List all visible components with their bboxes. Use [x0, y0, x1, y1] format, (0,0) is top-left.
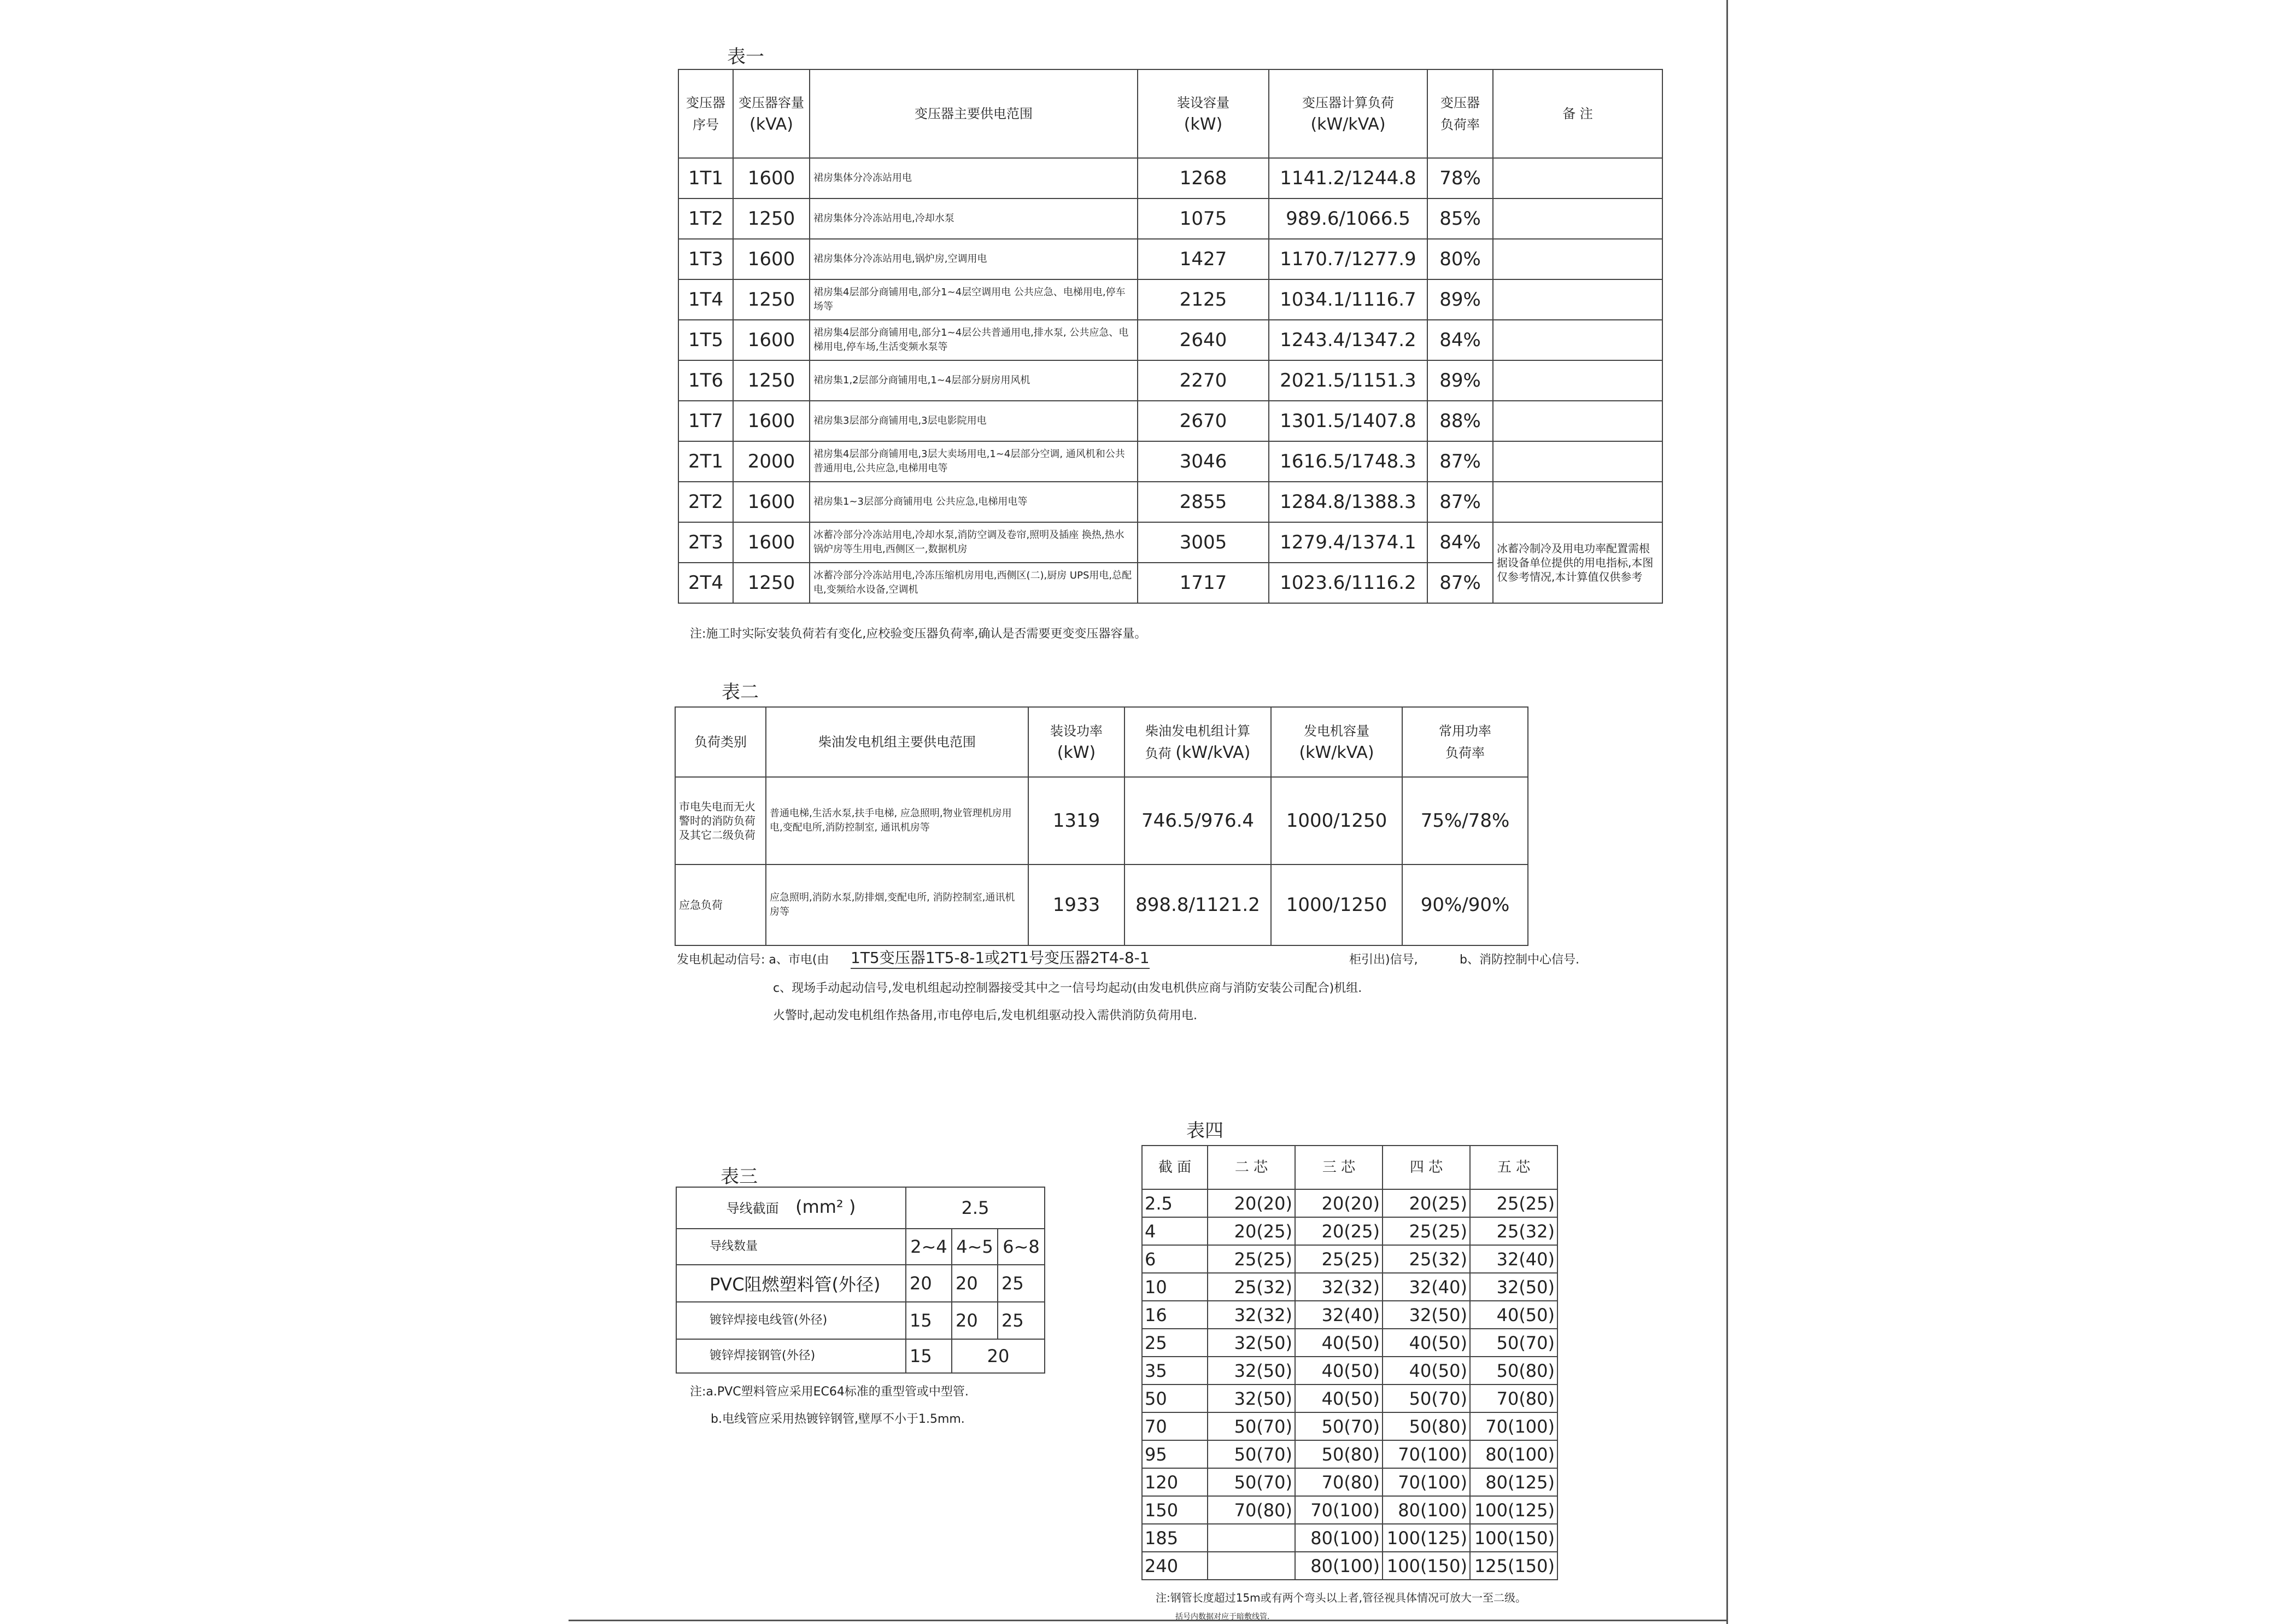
calculated-load: 2021.5/1151.3: [1269, 360, 1427, 401]
installed-capacity: 2270: [1138, 360, 1269, 401]
generator-load-table: [675, 706, 1528, 946]
conduit-size: 70(100): [1383, 1440, 1470, 1468]
table-row: [1142, 1189, 1557, 1217]
table3-caption: 表三: [721, 1166, 758, 1188]
conduit-size: 40(50): [1295, 1329, 1383, 1357]
cable-section: 240: [1142, 1552, 1208, 1580]
load-rate: 87%: [1427, 482, 1493, 522]
conduit-size: 32(40): [1295, 1301, 1383, 1329]
transformer-capacity: 1250: [733, 279, 810, 320]
conduit-size: 80(100): [1295, 1524, 1383, 1552]
conduit-size: 20: [952, 1265, 998, 1302]
generator-signal-note-line2: c、现场手动起动信号,发电机组起动控制器接受其中之一信号均起动(由发电机供应商与消防安装公司配合)机组.: [773, 982, 1362, 995]
load-rate: 78%: [1427, 158, 1493, 198]
wire-count-label: 导线数量: [676, 1229, 906, 1265]
cable-section: 25: [1142, 1329, 1208, 1357]
table4-caption: 表四: [1186, 1120, 1223, 1142]
wire-count: 6~8: [998, 1229, 1045, 1265]
cable-section: 120: [1142, 1468, 1208, 1496]
conduit-size: 25(32): [1470, 1217, 1557, 1245]
conduit-size: 50(80): [1470, 1357, 1557, 1385]
conduit-size: 32(50): [1383, 1301, 1470, 1329]
cable-section: 35: [1142, 1357, 1208, 1385]
transformer-scope: 裙房集体分冷冻站用电: [810, 158, 1138, 198]
table2-header-category: 负荷类别: [675, 707, 766, 777]
conduit-size: 40(50): [1383, 1357, 1470, 1385]
load-rate: 84%: [1427, 320, 1493, 360]
installed-capacity: 3005: [1138, 522, 1269, 563]
conduit-size: 25: [998, 1265, 1045, 1302]
conduit-size: 32(40): [1383, 1273, 1470, 1301]
transformer-capacity: 1600: [733, 522, 810, 563]
calculated-load: 1616.5/1748.3: [1269, 441, 1427, 482]
generator-scope: 普通电梯,生活水泵,扶手电梯, 应急照明,物业管理机房用电,变配电所,消防控制室, 通讯机房等: [766, 777, 1028, 864]
transformer-capacity: 1600: [733, 401, 810, 441]
transformer-capacity: 1600: [733, 239, 810, 279]
installed-capacity: 2125: [1138, 279, 1269, 320]
installed-capacity: 1075: [1138, 198, 1269, 239]
cable-section: 185: [1142, 1524, 1208, 1552]
conduit-size: 80(100): [1470, 1440, 1557, 1468]
table1-caption: 表一: [727, 46, 764, 68]
table-row: [678, 441, 1662, 482]
table-row: [678, 401, 1662, 441]
cable-conduit-table: [1141, 1145, 1558, 1580]
wire-count: 4~5: [952, 1229, 998, 1265]
transformer-id: 1T6: [678, 360, 733, 401]
table3-section-row: [676, 1187, 1045, 1229]
transformer-scope: 裙房集3层部分商铺用电,3层电影院用电: [810, 401, 1138, 441]
conduit-size: 25: [998, 1302, 1045, 1339]
transformer-id: 2T4: [678, 563, 733, 603]
load-rate: 88%: [1427, 401, 1493, 441]
transformer-scope: 裙房集体分冷冻站用电,锅炉房,空调用电: [810, 239, 1138, 279]
table3-note-a: 注:a.PVC塑料管应采用EC64标准的重型管或中型管.: [690, 1385, 969, 1399]
conduit-size: 32(32): [1208, 1301, 1295, 1329]
table-row: [1142, 1329, 1557, 1357]
conduit-size: 20(25): [1383, 1189, 1470, 1217]
conduit-size: 20(20): [1295, 1189, 1383, 1217]
transformer-capacity: 1250: [733, 563, 810, 603]
transformer-scope: 裙房集体分冷冻站用电,冷却水泵: [810, 198, 1138, 239]
sheet-border-bottom: [569, 1620, 1727, 1621]
conduit-size: 32(50): [1208, 1385, 1295, 1412]
conduit-size: 40(50): [1295, 1385, 1383, 1412]
installed-capacity: 1427: [1138, 239, 1269, 279]
cable-section: 4: [1142, 1217, 1208, 1245]
remark-cell: [1493, 198, 1662, 239]
table4-header-row: [1142, 1146, 1557, 1189]
conduit-size: 70(100): [1383, 1468, 1470, 1496]
load-category: 市电失电而无火警时的消防负荷及其它二级负荷: [675, 777, 766, 864]
cable-section: 2.5: [1142, 1189, 1208, 1217]
table1-header-installed: 装设容量 (kW): [1138, 69, 1269, 158]
remark-cell: [1493, 360, 1662, 401]
conduit-size: 100(150): [1383, 1552, 1470, 1580]
table-row: [1142, 1412, 1557, 1440]
transformer-id: 2T2: [678, 482, 733, 522]
calculated-load: 989.6/1066.5: [1269, 198, 1427, 239]
transformer-scope: 裙房集1~3层部分商铺用电 公共应急,电梯用电等: [810, 482, 1138, 522]
table-row: [678, 482, 1662, 522]
conduit-type: PVC阻燃塑料管(外径): [676, 1265, 906, 1302]
cable-section: 10: [1142, 1273, 1208, 1301]
table2-header-scope: 柴油发电机组主要供电范围: [766, 707, 1028, 777]
conduit-size: 50(70): [1208, 1412, 1295, 1440]
remark-cell: [1493, 401, 1662, 441]
transformer-capacity: 1250: [733, 198, 810, 239]
conduit-size: 40(50): [1295, 1357, 1383, 1385]
installed-capacity: 2855: [1138, 482, 1269, 522]
conduit-size: 50(80): [1295, 1440, 1383, 1468]
transformer-load-table: [678, 69, 1663, 604]
transformer-id: 1T1: [678, 158, 733, 198]
transformer-capacity: 1600: [733, 158, 810, 198]
transformer-id: 1T3: [678, 239, 733, 279]
table1-remark: 冰蓄冷制冷及用电功率配置需根据设备单位提供的用电指标,本图仅参考情况,本计算值仅供参考: [1493, 522, 1662, 603]
table-row: [675, 864, 1528, 945]
table-row: [676, 1302, 1045, 1339]
conduit-size: 32(50): [1208, 1357, 1295, 1385]
remark-cell: [1493, 158, 1662, 198]
transformer-capacity: 1250: [733, 360, 810, 401]
conduit-size: 70(80): [1470, 1385, 1557, 1412]
table2-header-gen-capacity: 发电机容量 (kW/kVA): [1271, 707, 1402, 777]
table-row: [1142, 1524, 1557, 1552]
table4-header-section: 截 面: [1142, 1146, 1208, 1189]
transformer-id: 1T2: [678, 198, 733, 239]
conduit-size: 50(70): [1470, 1329, 1557, 1357]
table-row: [678, 198, 1662, 239]
calculated-load: 1284.8/1388.3: [1269, 482, 1427, 522]
installed-capacity: 2640: [1138, 320, 1269, 360]
generator-capacity: 1000/1250: [1271, 777, 1402, 864]
installed-capacity: 1717: [1138, 563, 1269, 603]
cable-section: 95: [1142, 1440, 1208, 1468]
transformer-scope: 裙房集4层部分商铺用电,部分1~4层公共普通用电,排水泵, 公共应急、电梯用电,停车场,生活变频水泵等: [810, 320, 1138, 360]
generator-signal-note-a: 发电机起动信号: a、市电(由: [677, 953, 829, 967]
generator-scope: 应急照明,消防水泵,防排烟,变配电所, 消防控制室,通讯机房等: [766, 864, 1028, 945]
installed-capacity: 3046: [1138, 441, 1269, 482]
load-rate: 85%: [1427, 198, 1493, 239]
table2-caption: 表二: [722, 681, 759, 703]
table3-count-row: [676, 1229, 1045, 1265]
table4-header-3core: 三 芯: [1295, 1146, 1383, 1189]
conduit-size: 125(150): [1470, 1552, 1557, 1580]
table-row: [1142, 1245, 1557, 1273]
conduit-size: 80(100): [1383, 1496, 1470, 1524]
conduit-size: 50(70): [1208, 1468, 1295, 1496]
table-row: [1142, 1357, 1557, 1385]
table-row: [1142, 1496, 1557, 1524]
load-rate: 75%/78%: [1402, 777, 1528, 864]
generator-signal-note-line3: 火警时,起动发电机组作热备用,市电停电后,发电机组驱动投入需供消防负荷用电.: [773, 1009, 1197, 1023]
table2-header-installed: 装设功率 (kW): [1028, 707, 1124, 777]
section-label: 导线截面: [726, 1201, 779, 1216]
transformer-id: 1T5: [678, 320, 733, 360]
transformer-scope: 冰蓄冷部分冷冻站用电,冷却水泵,消防空调及卷帘,照明及插座 换热,热水锅炉房等生用电,西侧区一,数据机房: [810, 522, 1138, 563]
table-row: [676, 1339, 1045, 1373]
table1-header-remark: 备 注: [1493, 69, 1662, 158]
load-rate: 84%: [1427, 522, 1493, 563]
conduit-size: 20: [952, 1302, 998, 1339]
transformer-id: 2T3: [678, 522, 733, 563]
installed-power: 1933: [1028, 864, 1124, 945]
installed-power: 1319: [1028, 777, 1124, 864]
table-row: [678, 279, 1662, 320]
cable-section: 16: [1142, 1301, 1208, 1329]
table-row: [678, 360, 1662, 401]
calculated-load: 898.8/1121.2: [1124, 864, 1271, 945]
table2-header-rate: 常用功率 负荷率: [1402, 707, 1528, 777]
load-rate: 87%: [1427, 441, 1493, 482]
section-unit: (mm² ): [795, 1196, 856, 1217]
conduit-size: 25(25): [1295, 1245, 1383, 1273]
conduit-size: 25(25): [1208, 1245, 1295, 1273]
conduit-size: 50(70): [1383, 1385, 1470, 1412]
table-row: [678, 158, 1662, 198]
conduit-size: 80(100): [1295, 1552, 1383, 1580]
installed-capacity: 2670: [1138, 401, 1269, 441]
conduit-size: 20: [906, 1265, 952, 1302]
generator-capacity: 1000/1250: [1271, 864, 1402, 945]
table-row: [676, 1265, 1045, 1302]
table1-note: 注:施工时实际安装负荷若有变化,应校验变压器负荷率,确认是否需要更变变压器容量。: [690, 627, 1147, 641]
table4-header-4core: 四 芯: [1383, 1146, 1470, 1189]
table3-note-b: b.电线管应采用热镀锌钢管,壁厚不小于1.5mm.: [711, 1412, 965, 1426]
conduit-size: 32(50): [1470, 1273, 1557, 1301]
conduit-size: 32(32): [1295, 1273, 1383, 1301]
calculated-load: 1301.5/1407.8: [1269, 401, 1427, 441]
conduit-size: 15: [906, 1302, 952, 1339]
conduit-size: 50(80): [1383, 1412, 1470, 1440]
conduit-size: 25(32): [1208, 1273, 1295, 1301]
transformer-scope: 裙房集4层部分商铺用电,3层大卖场用电,1~4层部分空调, 通风机和公共普通用电,公共应急,电梯用电等: [810, 441, 1138, 482]
conduit-size: 100(150): [1470, 1524, 1557, 1552]
conduit-type: 镀锌焊接钢管(外径): [676, 1339, 906, 1373]
calculated-load: 1141.2/1244.8: [1269, 158, 1427, 198]
conduit-size: 70(80): [1295, 1468, 1383, 1496]
transformer-scope: 裙房集1,2层部分商铺用电,1~4层部分厨房用风机: [810, 360, 1138, 401]
conduit-size: 100(125): [1470, 1496, 1557, 1524]
transformer-scope: 冰蓄冷部分冷冻站用电,冷冻压缩机房用电,西侧区(二),厨房 UPS用电,总配电,变频给水设备,空调机: [810, 563, 1138, 603]
table2-header-row: [675, 707, 1528, 777]
table1-header-calc-load: 变压器计算负荷 (kW/kVA): [1269, 69, 1427, 158]
conduit-size: 70(100): [1295, 1496, 1383, 1524]
conduit-size: 20(25): [1295, 1217, 1383, 1245]
table-row: [1142, 1440, 1557, 1468]
table2-header-calc-load: 柴油发电机组计算 负荷 (kW/kVA): [1124, 707, 1271, 777]
table4-note: 注:钢管长度超过15m或有两个弯头以上者,管径视具体情况可放大一至二级。: [1156, 1591, 1527, 1604]
conduit-size-table: [676, 1187, 1045, 1374]
transformer-capacity: 1600: [733, 320, 810, 360]
load-category: 应急负荷: [675, 864, 766, 945]
wire-count: 2~4: [906, 1229, 952, 1265]
load-rate: 80%: [1427, 239, 1493, 279]
installed-capacity: 1268: [1138, 158, 1269, 198]
sheet-border-right: [1726, 0, 1728, 1624]
section-value: 2.5: [906, 1187, 1045, 1229]
conduit-size: 32(40): [1470, 1245, 1557, 1273]
calculated-load: 1170.7/1277.9: [1269, 239, 1427, 279]
table-row: [1142, 1552, 1557, 1580]
remark-cell: [1493, 441, 1662, 482]
transformer-id: 1T7: [678, 401, 733, 441]
calculated-load: 1279.4/1374.1: [1269, 522, 1427, 563]
load-rate: 90%/90%: [1402, 864, 1528, 945]
generator-signal-note-d: b、消防控制中心信号.: [1460, 953, 1579, 967]
table4-header-5core: 五 芯: [1470, 1146, 1557, 1189]
table4-header-2core: 二 芯: [1208, 1146, 1295, 1189]
conduit-size: 25(25): [1470, 1189, 1557, 1217]
conduit-size: 40(50): [1383, 1329, 1470, 1357]
conduit-size: 20: [952, 1339, 1045, 1373]
table-row: [1142, 1385, 1557, 1412]
remark-cell: [1493, 482, 1662, 522]
load-rate: 89%: [1427, 360, 1493, 401]
conduit-type: 镀锌焊接电线管(外径): [676, 1302, 906, 1339]
generator-signal-note-c: 柜引出)信号,: [1349, 953, 1418, 967]
load-rate: 89%: [1427, 279, 1493, 320]
table3-section-label-cell: [676, 1187, 906, 1229]
table1-header-id: 变压器 序号: [678, 69, 733, 158]
transformer-capacity: 1600: [733, 482, 810, 522]
conduit-size: 15: [906, 1339, 952, 1373]
table-row: [1142, 1273, 1557, 1301]
table4-note-2: 括号内数据对应于暗敷线管.: [1175, 1613, 1270, 1621]
conduit-size: 25(25): [1383, 1217, 1470, 1245]
transformer-capacity: 2000: [733, 441, 810, 482]
table4-body: [1142, 1189, 1557, 1580]
load-rate: 87%: [1427, 563, 1493, 603]
conduit-size: 50(70): [1295, 1412, 1383, 1440]
table1-header-load-rate: 变压器 负荷率: [1427, 69, 1493, 158]
table1-header-scope: 变压器主要供电范围: [810, 69, 1138, 158]
conduit-size: 20(20): [1208, 1189, 1295, 1217]
cable-section: 6: [1142, 1245, 1208, 1273]
table-row: [678, 239, 1662, 279]
table-row: [678, 320, 1662, 360]
conduit-size: 20(25): [1208, 1217, 1295, 1245]
remark-cell: [1493, 320, 1662, 360]
generator-signal-source: 1T5变压器1T5-8-1或2T1号变压器2T4-8-1: [851, 946, 1150, 969]
conduit-size: 50(70): [1208, 1440, 1295, 1468]
calculated-load: 1243.4/1347.2: [1269, 320, 1427, 360]
table1-header-row: [678, 69, 1662, 158]
conduit-size: [1208, 1552, 1295, 1580]
transformer-id: 1T4: [678, 279, 733, 320]
conduit-size: 25(32): [1383, 1245, 1470, 1273]
conduit-size: 100(125): [1383, 1524, 1470, 1552]
conduit-size: 80(125): [1470, 1468, 1557, 1496]
table-row: [675, 777, 1528, 864]
cable-section: 150: [1142, 1496, 1208, 1524]
table-row: [1142, 1468, 1557, 1496]
transformer-id: 2T1: [678, 441, 733, 482]
table-row: [1142, 1217, 1557, 1245]
table1-header-capacity: 变压器容量 (kVA): [733, 69, 810, 158]
conduit-size: 70(100): [1470, 1412, 1557, 1440]
conduit-size: [1208, 1524, 1295, 1552]
remark-cell: [1493, 279, 1662, 320]
transformer-scope: 裙房集4层部分商铺用电,部分1~4层空调用电 公共应急、电梯用电,停车场等: [810, 279, 1138, 320]
table-row: [678, 522, 1662, 563]
table-row: [1142, 1301, 1557, 1329]
conduit-size: 32(50): [1208, 1329, 1295, 1357]
conduit-size: 70(80): [1208, 1496, 1295, 1524]
calculated-load: 1034.1/1116.7: [1269, 279, 1427, 320]
conduit-size: 40(50): [1470, 1301, 1557, 1329]
remark-cell: [1493, 239, 1662, 279]
cable-section: 70: [1142, 1412, 1208, 1440]
calculated-load: 746.5/976.4: [1124, 777, 1271, 864]
calculated-load: 1023.6/1116.2: [1269, 563, 1427, 603]
cable-section: 50: [1142, 1385, 1208, 1412]
